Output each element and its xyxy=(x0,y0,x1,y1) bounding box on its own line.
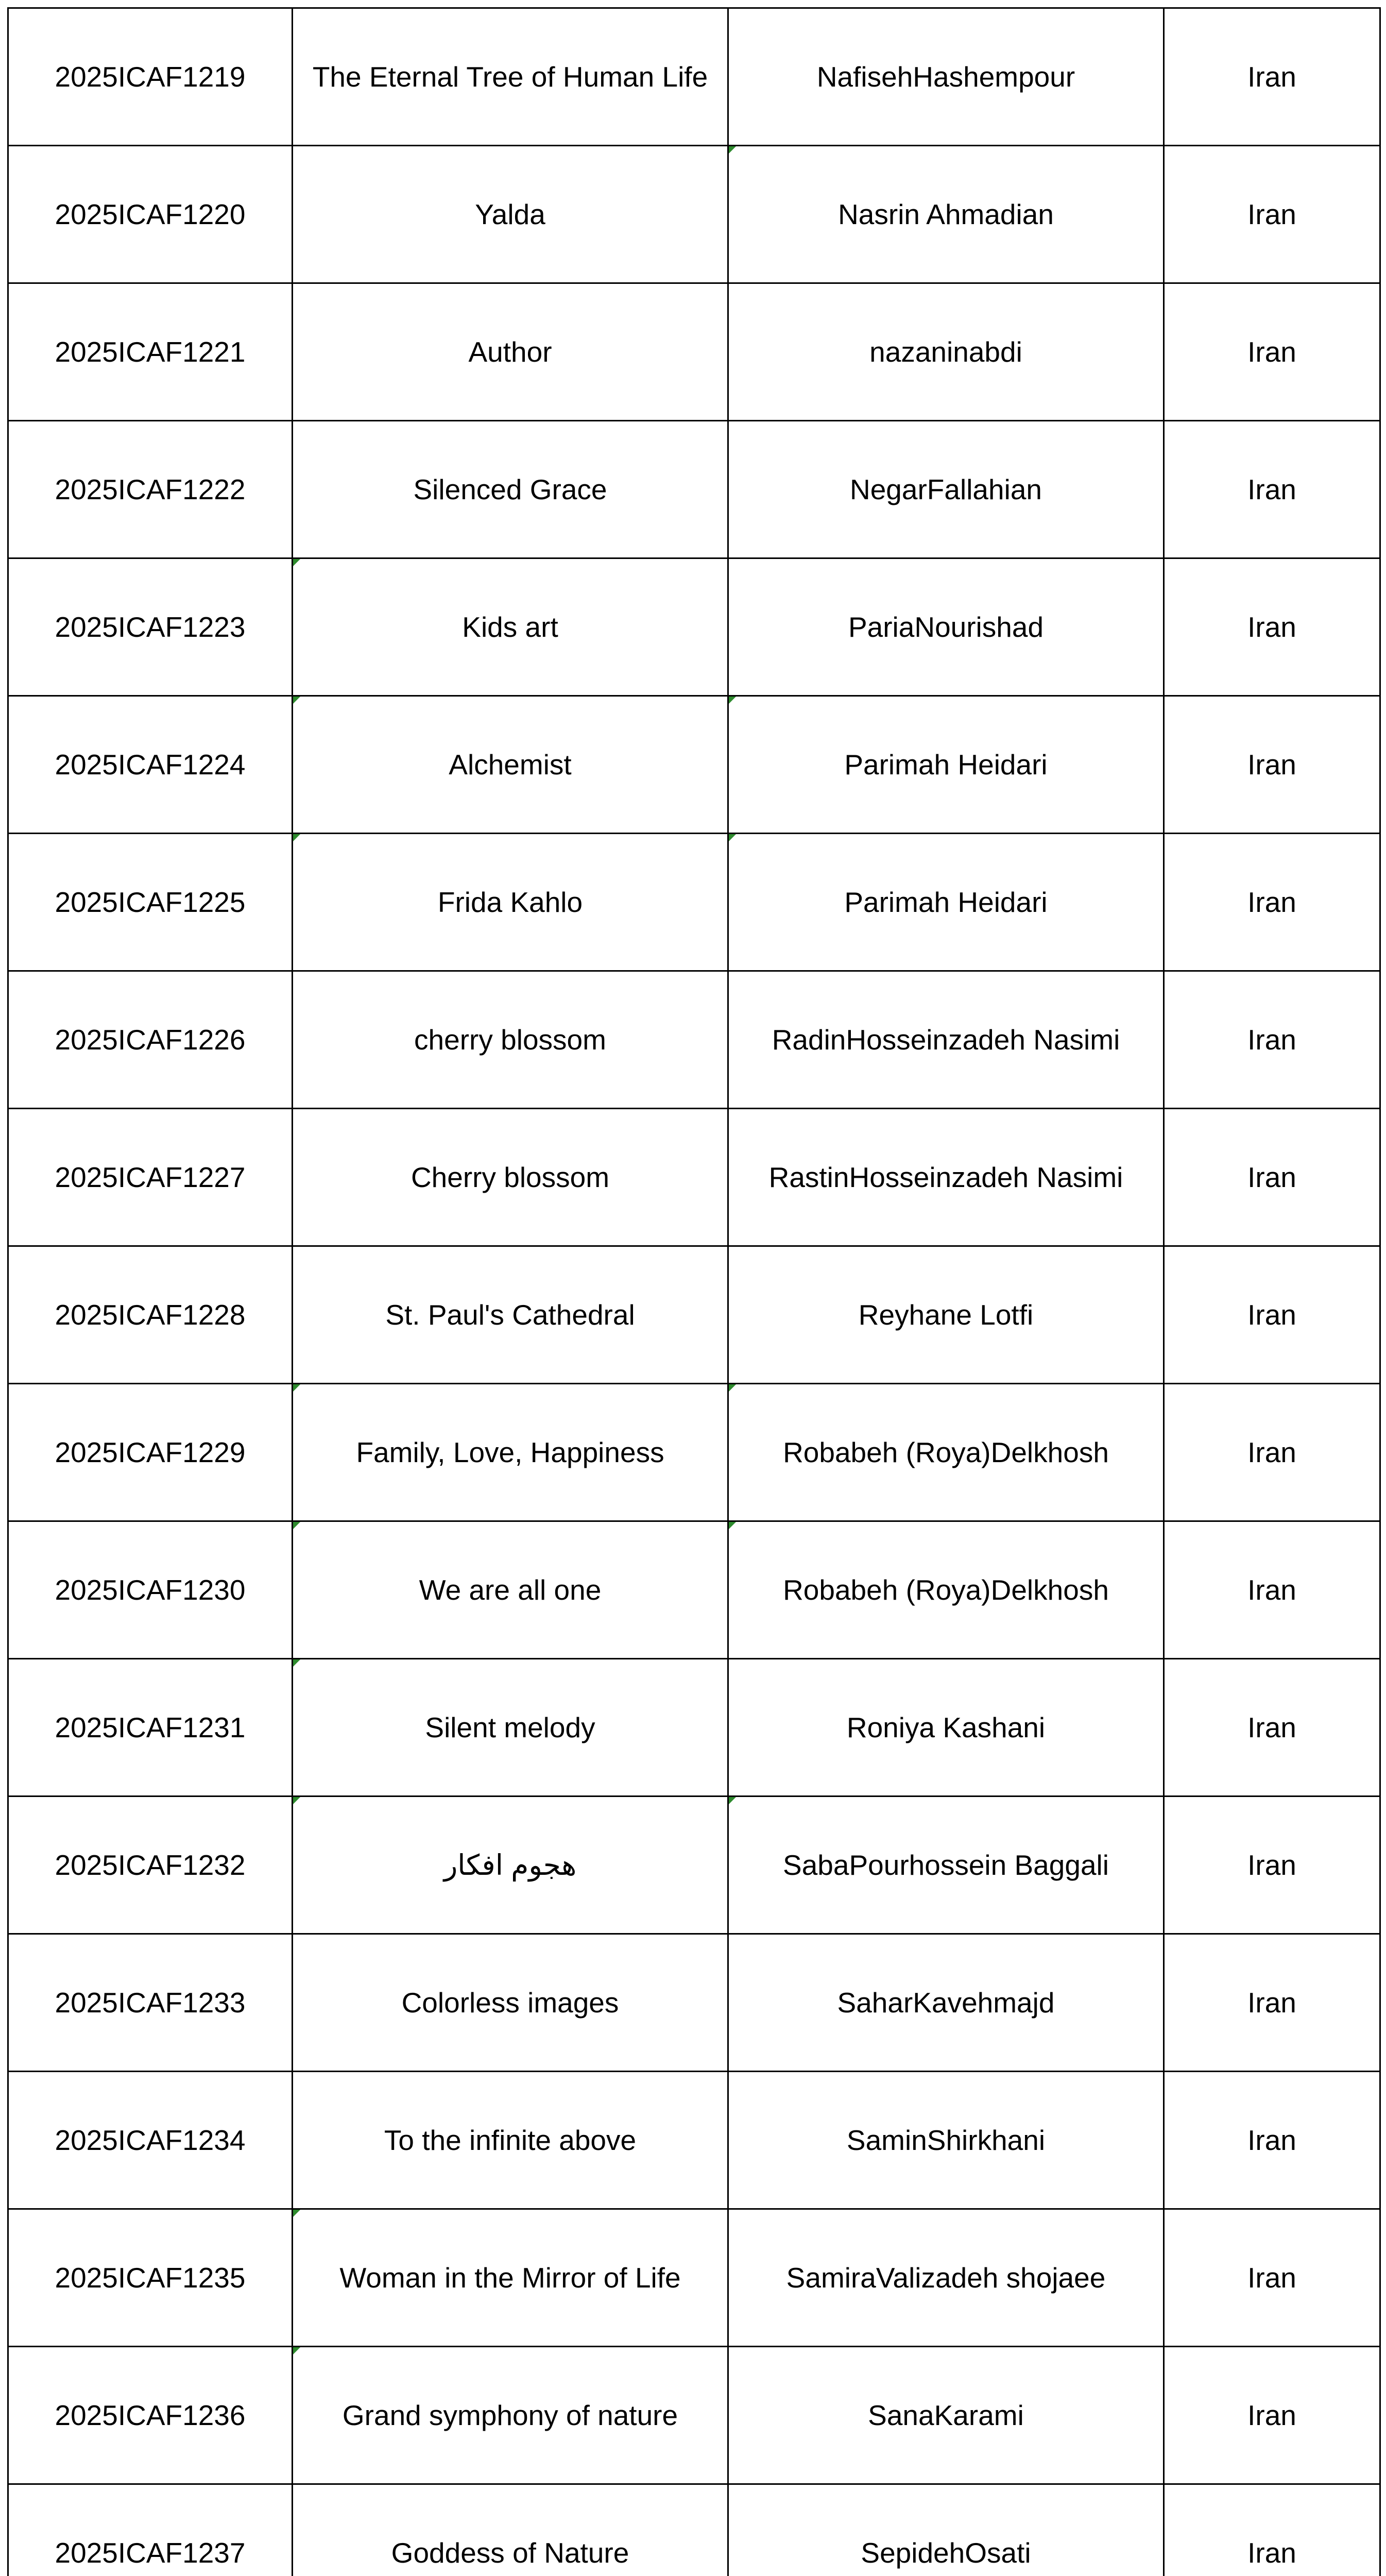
table-row xyxy=(8,1934,1380,2072)
artwork-title-cell[interactable]: Cherry blossom xyxy=(293,1109,728,1246)
country-cell[interactable]: Iran xyxy=(1164,2209,1380,2347)
country-cell[interactable]: Iran xyxy=(1164,2347,1380,2484)
entry-id-cell[interactable]: 2025ICAF1220 xyxy=(8,146,293,283)
entry-id-cell[interactable]: 2025ICAF1236 xyxy=(8,2347,293,2484)
artist-name-cell[interactable]: SanaKarami xyxy=(728,2347,1164,2484)
artwork-title-cell[interactable]: We are all one xyxy=(293,1521,728,1659)
entry-id-cell[interactable]: 2025ICAF1226 xyxy=(8,971,293,1109)
artwork-title-cell[interactable]: Frida Kahlo xyxy=(293,834,728,971)
table-row xyxy=(8,1109,1380,1246)
table-row xyxy=(8,834,1380,971)
artist-name-cell[interactable]: Robabeh (Roya)Delkhosh xyxy=(728,1521,1164,1659)
table-row xyxy=(8,2072,1380,2209)
artwork-title-cell[interactable]: St. Paul's Cathedral xyxy=(293,1246,728,1384)
entry-id-cell[interactable]: 2025ICAF1227 xyxy=(8,1109,293,1246)
artist-name-cell[interactable]: RadinHosseinzadeh Nasimi xyxy=(728,971,1164,1109)
artist-name-cell[interactable]: NegarFallahian xyxy=(728,421,1164,558)
entry-id-cell[interactable]: 2025ICAF1231 xyxy=(8,1659,293,1797)
artwork-title-cell[interactable]: Grand symphony of nature xyxy=(293,2347,728,2484)
country-cell[interactable]: Iran xyxy=(1164,1521,1380,1659)
table-row xyxy=(8,283,1380,421)
artwork-title-cell[interactable]: هجوم افکار xyxy=(293,1797,728,1934)
country-cell[interactable]: Iran xyxy=(1164,1934,1380,2072)
table-row xyxy=(8,558,1380,696)
entry-id-cell[interactable]: 2025ICAF1219 xyxy=(8,8,293,146)
artist-name-cell[interactable]: Reyhane Lotfi xyxy=(728,1246,1164,1384)
country-cell[interactable]: Iran xyxy=(1164,1384,1380,1521)
artwork-title-cell[interactable]: Colorless images xyxy=(293,1934,728,2072)
artwork-title-cell[interactable]: Silenced Grace xyxy=(293,421,728,558)
country-cell[interactable]: Iran xyxy=(1164,2072,1380,2209)
country-cell[interactable]: Iran xyxy=(1164,1246,1380,1384)
country-cell[interactable]: Iran xyxy=(1164,1109,1380,1246)
country-cell[interactable]: Iran xyxy=(1164,558,1380,696)
entry-id-cell[interactable]: 2025ICAF1221 xyxy=(8,283,293,421)
artist-name-cell[interactable]: Roniya Kashani xyxy=(728,1659,1164,1797)
country-cell[interactable]: Iran xyxy=(1164,696,1380,834)
artwork-title-cell[interactable]: To the infinite above xyxy=(293,2072,728,2209)
table-row xyxy=(8,1659,1380,1797)
country-cell[interactable]: Iran xyxy=(1164,2484,1380,2576)
artist-name-cell[interactable]: Parimah Heidari xyxy=(728,834,1164,971)
artist-name-cell[interactable]: SepidehOsati xyxy=(728,2484,1164,2576)
table-row xyxy=(8,696,1380,834)
country-cell[interactable]: Iran xyxy=(1164,8,1380,146)
artwork-title-cell[interactable]: Author xyxy=(293,283,728,421)
table-row xyxy=(8,971,1380,1109)
country-cell[interactable]: Iran xyxy=(1164,146,1380,283)
artist-name-cell[interactable]: SaharKavehmajd xyxy=(728,1934,1164,2072)
artist-name-cell[interactable]: SamiraValizadeh shojaee xyxy=(728,2209,1164,2347)
entry-id-cell[interactable]: 2025ICAF1222 xyxy=(8,421,293,558)
country-cell[interactable]: Iran xyxy=(1164,1797,1380,1934)
artist-name-cell[interactable]: nazaninabdi xyxy=(728,283,1164,421)
artist-name-cell[interactable]: RastinHosseinzadeh Nasimi xyxy=(728,1109,1164,1246)
artwork-title-cell[interactable]: Kids art xyxy=(293,558,728,696)
artist-name-cell[interactable]: SabaPourhossein Baggali xyxy=(728,1797,1164,1934)
entry-id-cell[interactable]: 2025ICAF1229 xyxy=(8,1384,293,1521)
entry-id-cell[interactable]: 2025ICAF1228 xyxy=(8,1246,293,1384)
entry-id-cell[interactable]: 2025ICAF1237 xyxy=(8,2484,293,2576)
artwork-title-cell[interactable]: Goddess of Nature xyxy=(293,2484,728,2576)
artwork-title-cell[interactable]: The Eternal Tree of Human Life xyxy=(293,8,728,146)
artwork-title-cell[interactable]: cherry blossom xyxy=(293,971,728,1109)
entries-table xyxy=(7,7,1381,2576)
entry-id-cell[interactable]: 2025ICAF1232 xyxy=(8,1797,293,1934)
artist-name-cell[interactable]: Nasrin Ahmadian xyxy=(728,146,1164,283)
entries-table-body xyxy=(8,8,1380,2576)
artist-name-cell[interactable]: Parimah Heidari xyxy=(728,696,1164,834)
entry-id-cell[interactable]: 2025ICAF1223 xyxy=(8,558,293,696)
table-row xyxy=(8,421,1380,558)
artwork-title-cell[interactable]: Silent melody xyxy=(293,1659,728,1797)
artist-name-cell[interactable]: PariaNourishad xyxy=(728,558,1164,696)
artwork-title-cell[interactable]: Yalda xyxy=(293,146,728,283)
artist-name-cell[interactable]: Robabeh (Roya)Delkhosh xyxy=(728,1384,1164,1521)
artist-name-cell[interactable]: NafisehHashempour xyxy=(728,8,1164,146)
country-cell[interactable]: Iran xyxy=(1164,421,1380,558)
artist-name-cell[interactable]: SaminShirkhani xyxy=(728,2072,1164,2209)
table-row xyxy=(8,8,1380,146)
artwork-title-cell[interactable]: Alchemist xyxy=(293,696,728,834)
artwork-title-cell[interactable]: Family, Love, Happiness xyxy=(293,1384,728,1521)
entry-id-cell[interactable]: 2025ICAF1224 xyxy=(8,696,293,834)
entry-id-cell[interactable]: 2025ICAF1233 xyxy=(8,1934,293,2072)
table-row xyxy=(8,1797,1380,1934)
artwork-title-cell[interactable]: Woman in the Mirror of Life xyxy=(293,2209,728,2347)
country-cell[interactable]: Iran xyxy=(1164,283,1380,421)
table-row xyxy=(8,2484,1380,2576)
country-cell[interactable]: Iran xyxy=(1164,834,1380,971)
table-row xyxy=(8,1521,1380,1659)
entry-id-cell[interactable]: 2025ICAF1234 xyxy=(8,2072,293,2209)
table-row xyxy=(8,1246,1380,1384)
entry-id-cell[interactable]: 2025ICAF1230 xyxy=(8,1521,293,1659)
entry-id-cell[interactable]: 2025ICAF1235 xyxy=(8,2209,293,2347)
entry-id-cell[interactable]: 2025ICAF1225 xyxy=(8,834,293,971)
table-row xyxy=(8,1384,1380,1521)
country-cell[interactable]: Iran xyxy=(1164,1659,1380,1797)
table-row xyxy=(8,146,1380,283)
country-cell[interactable]: Iran xyxy=(1164,971,1380,1109)
table-row xyxy=(8,2347,1380,2484)
table-row xyxy=(8,2209,1380,2347)
